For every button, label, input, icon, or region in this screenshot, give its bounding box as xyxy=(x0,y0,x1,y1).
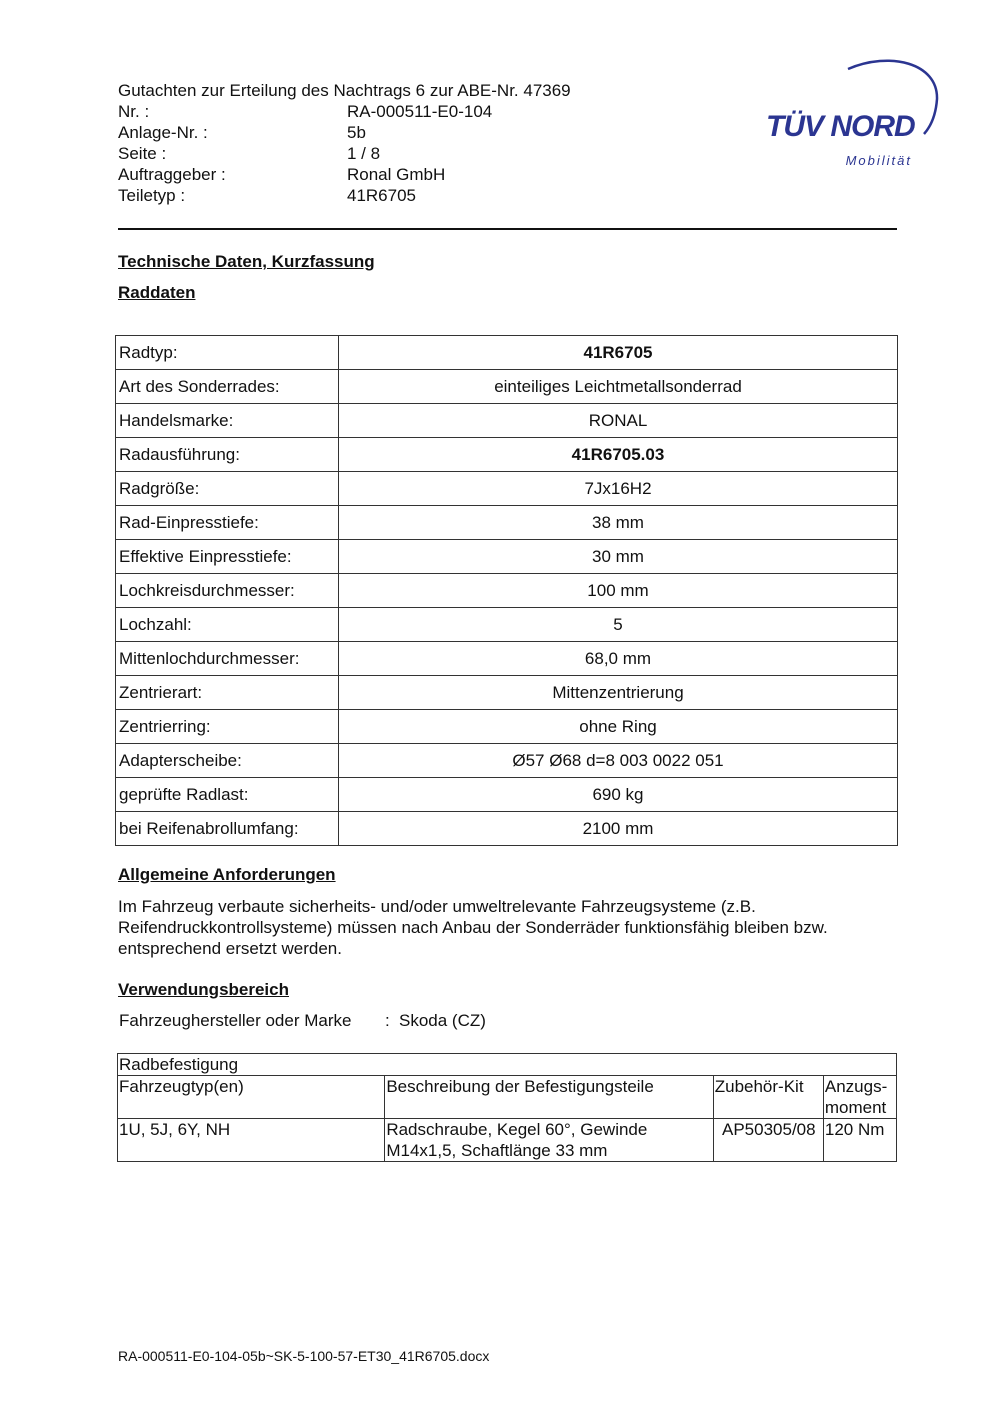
document-header xyxy=(118,80,678,206)
header-row-nr xyxy=(118,101,678,122)
header-value: 1 / 8 xyxy=(347,144,381,163)
wheel-label-cell: Lochzahl: xyxy=(116,608,339,642)
usage-value: Skoda (CZ) xyxy=(399,1011,486,1030)
section-heading-raddaten: Raddaten xyxy=(118,283,196,302)
wheel-value-cell: 30 mm xyxy=(339,540,898,574)
header-row-teiletyp xyxy=(118,185,678,206)
section-heading-general: Allgemeine Anforderungen xyxy=(118,865,336,884)
wheel-label-cell: Lochkreisdurchmesser: xyxy=(116,574,339,608)
wheel-value-cell: RONAL xyxy=(339,404,898,438)
table-row xyxy=(116,812,898,846)
header-value: Ronal GmbH xyxy=(347,165,446,184)
table-row xyxy=(116,336,898,370)
general-requirements-text: Im Fahrzeug verbaute sicherheits- und/oder umweltrelevante Fahrzeugsysteme (z.B. Reifendruckkontrollsysteme) müssen nach Anbau der Sonderräder funktionsfähig bleiben bzw. entsprechend ersetzt werden. xyxy=(118,897,828,958)
header-label: Anlage-Nr. : xyxy=(118,123,208,142)
table-row xyxy=(116,370,898,404)
footer-filename: RA-000511-E0-104-05b~SK-5-100-57-ET30_41R6705.docx xyxy=(118,1348,490,1364)
fixing-cell-kit: AP50305/08 xyxy=(713,1119,823,1162)
wheel-value-cell: 5 xyxy=(339,608,898,642)
wheel-label-cell: Radtyp: xyxy=(116,336,339,370)
wheel-label-cell: Radausführung: xyxy=(116,438,339,472)
section-heading-technical: Technische Daten, Kurzfassung xyxy=(118,252,375,271)
wheel-label-cell: Radgröße: xyxy=(116,472,339,506)
wheel-label-cell: Zentrierring: xyxy=(116,710,339,744)
table-row xyxy=(116,642,898,676)
wheel-label-cell: Handelsmarke: xyxy=(116,404,339,438)
usage-separator: : xyxy=(385,1011,390,1030)
table-row xyxy=(116,608,898,642)
table-row xyxy=(116,778,898,812)
fixing-header-cell: Anzugs-moment xyxy=(823,1076,896,1119)
wheel-value-cell: Mittenzentrierung xyxy=(339,676,898,710)
header-row-seite xyxy=(118,143,678,164)
logo-brand: TÜV NORD xyxy=(766,110,915,143)
fixing-title-row xyxy=(118,1054,897,1076)
wheel-label-cell: Mittenlochdurchmesser: xyxy=(116,642,339,676)
header-label: Teiletyp : xyxy=(118,186,186,205)
fixing-cell-vehicle-types: 1U, 5J, 6Y, NH xyxy=(118,1119,385,1162)
wheel-value-cell: 690 kg xyxy=(339,778,898,812)
section-heading-usage: Verwendungsbereich xyxy=(118,980,289,999)
fixing-cell-torque: 120 Nm xyxy=(823,1119,896,1162)
table-row xyxy=(116,540,898,574)
document-title: Gutachten zur Erteilung des Nachtrags 6 zur ABE-Nr. 47369 xyxy=(118,81,571,100)
logo-subtitle: Mobilität xyxy=(845,153,912,168)
wheel-label-cell: Rad-Einpresstiefe: xyxy=(116,506,339,540)
wheel-value-cell: ohne Ring xyxy=(339,710,898,744)
header-divider xyxy=(118,228,897,230)
wheel-label-cell: geprüfte Radlast: xyxy=(116,778,339,812)
header-label: Auftraggeber : xyxy=(118,165,226,184)
header-label: Seite : xyxy=(118,144,167,163)
header-value: RA-000511-E0-104 xyxy=(347,102,493,121)
table-row xyxy=(116,574,898,608)
fixing-header-row xyxy=(118,1076,897,1119)
wheel-value-cell: einteiliges Leichtmetallsonderrad xyxy=(339,370,898,404)
wheel-value-cell: Ø57 Ø68 d=8 003 0022 051 xyxy=(339,744,898,778)
fixing-header-cell: Zubehör-Kit xyxy=(713,1076,823,1119)
table-row xyxy=(118,1119,897,1162)
header-value: 5b xyxy=(347,123,366,142)
table-row xyxy=(116,676,898,710)
table-row xyxy=(116,404,898,438)
header-label: Nr. : xyxy=(118,102,150,121)
wheel-label-cell: Effektive Einpresstiefe: xyxy=(116,540,339,574)
fixing-header-cell: Fahrzeugtyp(en) xyxy=(118,1076,385,1119)
wheel-value-cell: 100 mm xyxy=(339,574,898,608)
table-row xyxy=(116,438,898,472)
fixing-header-cell: Beschreibung der Befestigungsteile xyxy=(385,1076,713,1119)
wheel-value-cell: 68,0 mm xyxy=(339,642,898,676)
wheel-data-table xyxy=(115,335,898,846)
fixing-title: Radbefestigung xyxy=(118,1054,897,1076)
wheel-label-cell: Art des Sonderrades: xyxy=(116,370,339,404)
wheel-value-cell: 2100 mm xyxy=(339,812,898,846)
wheel-value-cell: 41R6705 xyxy=(339,336,898,370)
wheel-label-cell: bei Reifenabrollumfang: xyxy=(116,812,339,846)
table-row xyxy=(116,710,898,744)
table-row xyxy=(116,744,898,778)
wheel-value-cell: 38 mm xyxy=(339,506,898,540)
table-row xyxy=(116,506,898,540)
tuv-nord-logo xyxy=(760,55,945,175)
header-row-anlage xyxy=(118,122,678,143)
fixing-table xyxy=(117,1053,897,1162)
header-row-auftraggeber xyxy=(118,164,678,185)
table-row xyxy=(116,472,898,506)
wheel-label-cell: Zentrierart: xyxy=(116,676,339,710)
header-value: 41R6705 xyxy=(347,186,417,205)
wheel-label-cell: Adapterscheibe: xyxy=(116,744,339,778)
usage-label: Fahrzeughersteller oder Marke xyxy=(119,1011,352,1030)
wheel-value-cell: 41R6705.03 xyxy=(339,438,898,472)
usage-line xyxy=(119,1011,486,1031)
wheel-value-cell: 7Jx16H2 xyxy=(339,472,898,506)
fixing-cell-description: Radschraube, Kegel 60°, Gewinde M14x1,5, Schaftlänge 33 mm xyxy=(385,1119,713,1162)
